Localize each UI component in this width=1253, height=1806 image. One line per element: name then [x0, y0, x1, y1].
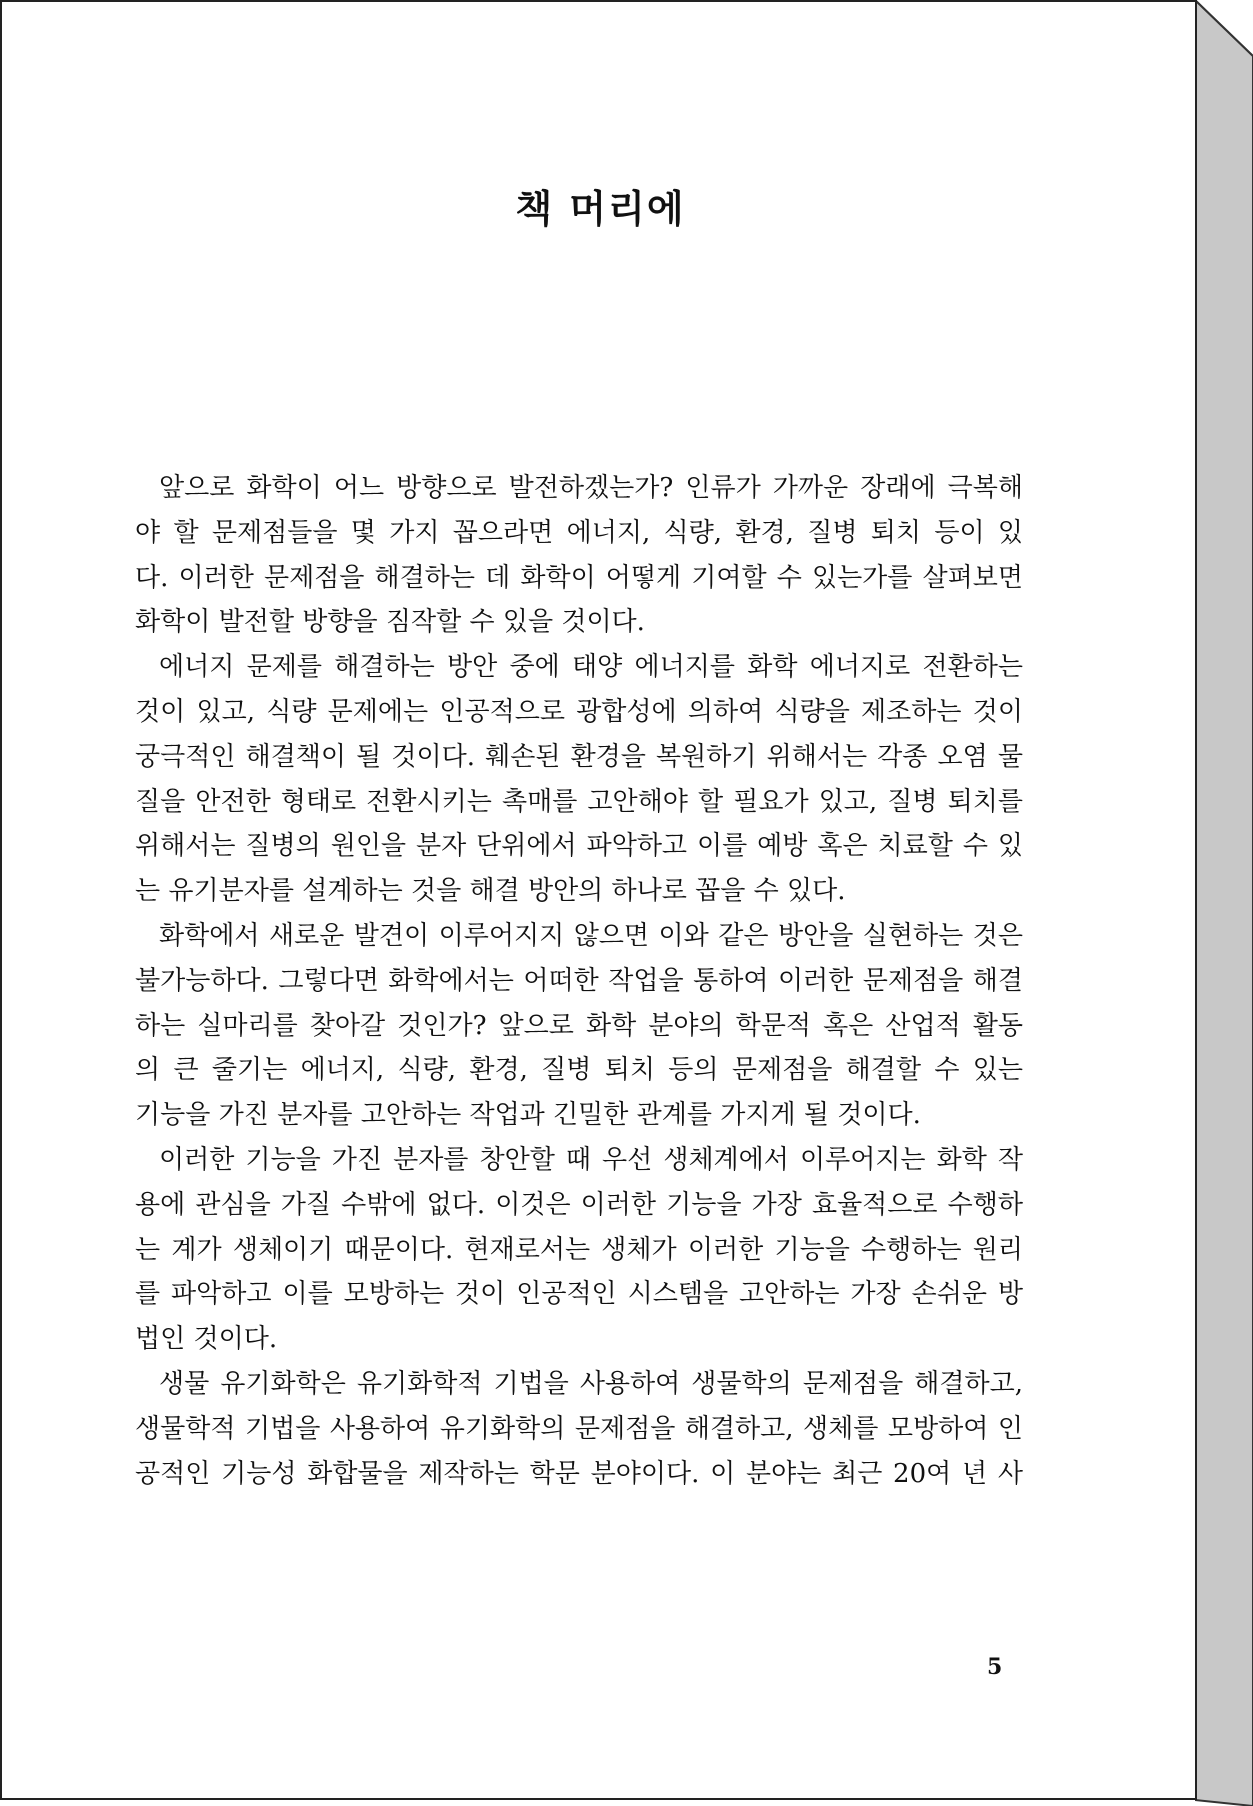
text-line: 야 할 문제점들을 몇 가지 꼽으라면 에너지, 식량, 환경, 질병 퇴치 등이 있 [135, 517, 1023, 548]
text-line: 위해서는 질병의 원인을 분자 단위에서 파악하고 이를 예방 혹은 치료할 수 있 [135, 831, 1023, 862]
text-line: 에너지 문제를 해결하는 방안 중에 태양 에너지를 화학 에너지로 전환하는 [159, 652, 1023, 683]
paragraph-4 [135, 1138, 1023, 1362]
text-line: 것이 있고, 식량 문제에는 인공적으로 광합성에 의하여 식량을 제조하는 것이 [135, 696, 1023, 727]
text-line: 궁극적인 해결책이 될 것이다. 훼손된 환경을 복원하기 위해서는 각종 오염 물 [135, 741, 1023, 772]
text-line: 생물학적 기법을 사용하여 유기화학의 문제점을 해결하고, 생체를 모방하여 인 [135, 1413, 1023, 1444]
text-line: 생물 유기화학은 유기화학적 기법을 사용하여 생물학의 문제점을 해결하고, [159, 1368, 1023, 1399]
text-line: 용에 관심을 가질 수밖에 없다. 이것은 이러한 기능을 가장 효율적으로 수행하 [135, 1189, 1023, 1220]
text-line: 이러한 기능을 가진 분자를 창안할 때 우선 생체계에서 이루어지는 화학 작 [159, 1144, 1023, 1175]
text-line: 다. 이러한 문제점을 해결하는 데 화학이 어떻게 기여할 수 있는가를 살펴보면 [135, 562, 1023, 593]
text-line: 를 파악하고 이를 모방하는 것이 인공적인 시스템을 고안하는 가장 손쉬운 방 [135, 1279, 1023, 1310]
paragraph-5 [135, 1362, 1023, 1496]
paragraph-2 [135, 645, 1023, 914]
paragraph-1 [135, 466, 1023, 645]
text-line: 기능을 가진 분자를 고안하는 작업과 긴밀한 관계를 가지게 될 것이다. [135, 1100, 921, 1131]
text-line: 는 계가 생체이기 때문이다. 현재로서는 생체가 이러한 기능을 수행하는 원리 [135, 1234, 1023, 1265]
page-title: 책 머리에 [515, 186, 686, 231]
text-line: 는 유기분자를 설계하는 것을 해결 방안의 하나로 꼽을 수 있다. [135, 876, 846, 907]
text-line: 의 큰 줄기는 에너지, 식량, 환경, 질병 퇴치 등의 문제점을 해결할 수 있는 [135, 1055, 1023, 1086]
text-line: 공적인 기능성 화합물을 제작하는 학문 분야이다. 이 분야는 최근 20여 년 사 [135, 1458, 1023, 1489]
paragraph-3 [135, 914, 1023, 1138]
text-line: 화학이 발전할 방향을 짐작할 수 있을 것이다. [135, 607, 645, 638]
text-line: 법인 것이다. [135, 1324, 278, 1355]
text-line: 불가능하다. 그렇다면 화학에서는 어떠한 작업을 통하여 이러한 문제점을 해결 [135, 965, 1023, 996]
text-line: 화학에서 새로운 발견이 이루어지지 않으면 이와 같은 방안을 실현하는 것은 [159, 920, 1023, 951]
body-text [135, 466, 1023, 1496]
page-stack-edge [1195, 0, 1253, 1806]
page-number: 5 [987, 1654, 1003, 1680]
text-line: 앞으로 화학이 어느 방향으로 발전하겠는가? 인류가 가까운 장래에 극복해 [159, 473, 1023, 503]
text-line: 하는 실마리를 찾아갈 것인가? 앞으로 화학 분야의 학문적 혹은 산업적 활동 [135, 1010, 1023, 1041]
text-line: 질을 안전한 형태로 전환시키는 촉매를 고안해야 할 필요가 있고, 질병 퇴치를 [135, 786, 1023, 817]
